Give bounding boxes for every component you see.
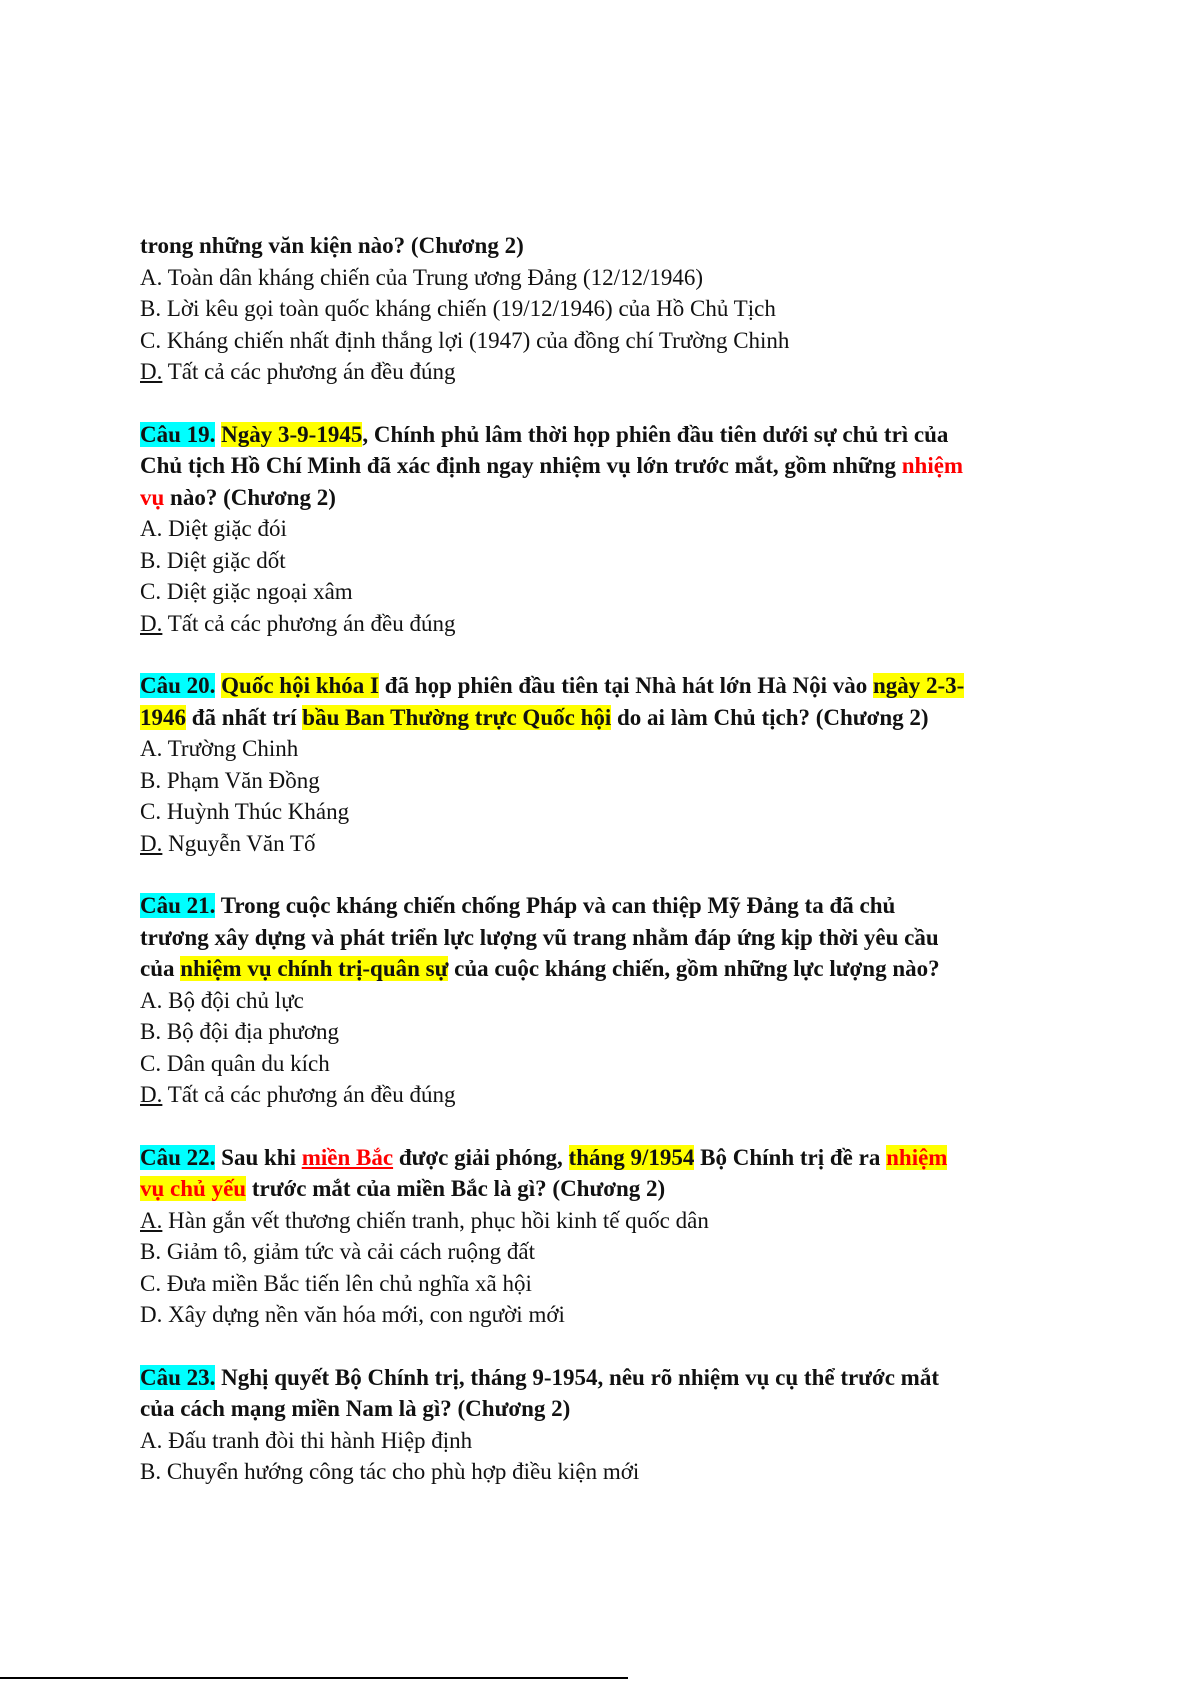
question-18 xyxy=(140,230,1060,388)
stem-text: Nghị quyết Bộ Chính trị, tháng 9-1954, nêu rõ nhiệm vụ cụ thể trước mắt xyxy=(215,1364,939,1390)
red-emphasis: vụ xyxy=(140,484,165,510)
question-23-stem-line-2: của cách mạng miền Nam là gì? (Chương 2) xyxy=(140,1396,571,1421)
question-21-option-b: B. Bộ đội địa phương xyxy=(140,1019,340,1044)
answer-text: Hàn gắn vết thương chiến tranh, phục hồi kinh tế quốc dân xyxy=(162,1207,709,1233)
red-highlight: vụ chủ yếu xyxy=(140,1176,247,1201)
highlight: bầu Ban Thường trực Quốc hội xyxy=(302,704,612,730)
question-22 xyxy=(140,1142,1060,1331)
stem-text: của xyxy=(140,956,181,981)
stem-text: Sau khi xyxy=(215,1144,302,1170)
question-21 xyxy=(140,890,1060,1111)
question-18-option-a: A. Toàn dân kháng chiến của Trung ương Đảng (12/12/1946) xyxy=(140,264,704,290)
question-23 xyxy=(140,1362,1060,1488)
highlight: ngày 2-3- xyxy=(872,673,965,698)
question-18-option-c: C. Kháng chiến nhất định thắng lợi (1947) của đồng chí Trường Chinh xyxy=(140,327,790,353)
question-20-option-a: A. Trường Chinh xyxy=(140,736,299,761)
question-20-option-c: C. Huỳnh Thúc Kháng xyxy=(140,799,350,824)
stem-text: nào? (Chương 2) xyxy=(164,484,336,510)
question-19-option-c: C. Diệt giặc ngoại xâm xyxy=(140,579,353,604)
question-19-option-b: B. Diệt giặc dốt xyxy=(140,547,286,573)
question-23-option-b: B. Chuyển hướng công tác cho phù hợp điều kiện mới xyxy=(140,1459,640,1484)
document-page xyxy=(140,230,1060,1488)
question-21-option-d xyxy=(140,1079,1060,1111)
question-23-option-a: A. Đấu tranh đòi thi hành Hiệp định xyxy=(140,1427,473,1453)
highlight: Quốc hội khóa I xyxy=(221,673,380,698)
answer-letter: D. xyxy=(140,830,163,856)
page-bottom-rule xyxy=(0,1677,600,1679)
question-18-stem: trong những văn kiện nào? (Chương 2) xyxy=(140,233,524,258)
question-19-option-d xyxy=(140,608,1060,640)
question-label: Câu 22. xyxy=(140,1144,216,1170)
stem-text: do ai làm Chủ tịch? (Chương 2) xyxy=(611,704,929,730)
page-bottom-rule-segment xyxy=(598,1677,628,1679)
question-22-stem-line-2 xyxy=(140,1173,1060,1205)
question-21-stem-line-2: trương xây dựng và phát triển lực lượng vũ trang nhằm đáp ứng kịp thời yêu cầu xyxy=(140,924,939,950)
answer-letter: A. xyxy=(140,1207,163,1233)
question-21-stem-line-1 xyxy=(140,890,1060,922)
question-22-stem-line-1 xyxy=(140,1142,1060,1174)
stem-text: Trong cuộc kháng chiến chống Pháp và can thiệp Mỹ Đảng ta đã chủ xyxy=(215,893,896,918)
question-21-option-a: A. Bộ đội chủ lực xyxy=(140,987,304,1013)
answer-letter: D. xyxy=(140,359,163,384)
stem-text: đã họp phiên đầu tiên tại Nhà hát lớn Hà Nội vào xyxy=(379,673,873,698)
question-18-option-b: B. Lời kêu gọi toàn quốc kháng chiến (19/12/1946) của Hồ Chủ Tịch xyxy=(140,296,776,321)
question-label: Câu 20. xyxy=(140,673,216,698)
question-23-stem-line-1 xyxy=(140,1362,1060,1394)
red-highlight: nhiệm xyxy=(886,1144,948,1170)
question-22-option-d: D. Xây dựng nền văn hóa mới, con người mới xyxy=(140,1302,565,1327)
answer-text: Nguyễn Văn Tố xyxy=(162,830,316,856)
question-22-option-b: B. Giảm tô, giảm tức và cải cách ruộng đất xyxy=(140,1239,536,1264)
question-label: Câu 21. xyxy=(140,893,216,918)
question-label: Câu 19. xyxy=(140,421,216,447)
question-21-stem-line-3 xyxy=(140,953,1060,985)
highlight: tháng 9/1954 xyxy=(568,1144,695,1170)
stem-text: đã nhất trí xyxy=(186,704,303,730)
red-emphasis: nhiệm xyxy=(901,453,964,478)
red-emphasis: miền Bắc xyxy=(301,1144,394,1170)
highlight: Ngày 3-9-1945 xyxy=(221,421,363,447)
question-18-option-d xyxy=(140,356,1060,388)
answer-letter: D. xyxy=(140,610,163,636)
question-19-stem-line-1 xyxy=(140,419,1060,451)
question-20-stem-line-1 xyxy=(140,670,1060,702)
question-20-stem-line-2 xyxy=(140,702,1060,734)
question-label: Câu 23. xyxy=(140,1364,216,1390)
highlight: 1946 xyxy=(140,704,186,730)
stem-text: , Chính phủ lâm thời họp phiên đầu tiên dưới sự chủ trì của xyxy=(362,421,949,447)
stem-text: Bộ Chính trị đề ra xyxy=(694,1144,887,1170)
question-20-option-b: B. Phạm Văn Đồng xyxy=(140,767,320,793)
stem-text: Chủ tịch Hồ Chí Minh đã xác định ngay nhiệm vụ lớn trước mắt, gồm những xyxy=(140,453,902,478)
question-19-stem-line-3 xyxy=(140,482,1060,514)
question-21-option-c: C. Dân quân du kích xyxy=(140,1050,330,1076)
highlight: nhiệm vụ chính trị-quân sự xyxy=(180,956,449,981)
question-19-stem-line-2 xyxy=(140,450,1060,482)
question-20 xyxy=(140,670,1060,859)
stem-text: của cuộc kháng chiến, gồm những lực lượng nào? xyxy=(448,956,940,981)
question-19 xyxy=(140,419,1060,640)
answer-letter: D. xyxy=(140,1082,163,1107)
question-22-option-a xyxy=(140,1205,1060,1237)
question-19-option-a: A. Diệt giặc đói xyxy=(140,516,287,541)
answer-text: Tất cả các phương án đều đúng xyxy=(162,359,456,384)
stem-text: trước mắt của miền Bắc là gì? (Chương 2) xyxy=(246,1176,666,1201)
question-20-option-d xyxy=(140,828,1060,860)
answer-text: Tất cả các phương án đều đúng xyxy=(162,610,456,636)
question-22-option-c: C. Đưa miền Bắc tiến lên chủ nghĩa xã hội xyxy=(140,1270,532,1296)
answer-text: Tất cả các phương án đều đúng xyxy=(162,1082,456,1107)
stem-text: được giải phóng, xyxy=(393,1144,569,1170)
